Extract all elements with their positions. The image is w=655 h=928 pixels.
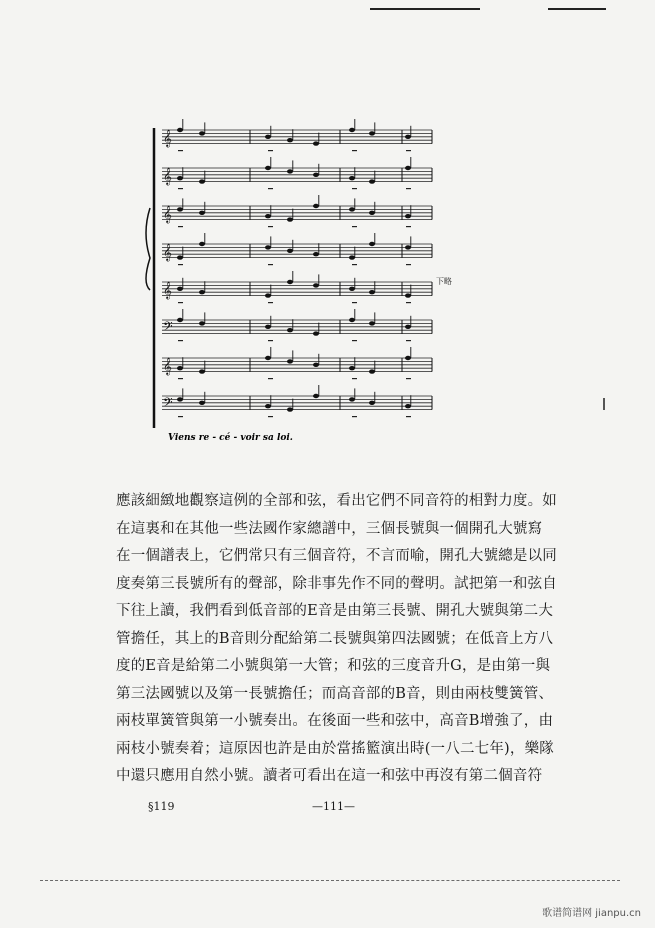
music-score	[140, 118, 440, 448]
svg-text:𝄢: 𝄢	[163, 319, 173, 337]
svg-text:𝄞: 𝄞	[163, 129, 172, 147]
svg-text:𝄞: 𝄞	[163, 167, 172, 185]
section-number: §119	[148, 800, 175, 813]
text-line: 度奏第三長號所有的聲部，除非事先作不同的聲明。試把第一和弦自	[116, 575, 557, 592]
text-line: 下往上讀，我們看到低音部的E音是由第三長號、開孔大號與第二大	[116, 603, 554, 619]
text-line: 兩枝小號奏着；這原因也許是由於當搖籃演出時(一八二七年)，樂隊	[116, 740, 555, 757]
svg-text:𝄢: 𝄢	[163, 395, 173, 413]
svg-text:𝄞: 𝄞	[163, 357, 172, 375]
text-line: 第三法國號以及第一長號擔任；而高音部的B音，則由兩枝雙簧管、	[116, 685, 554, 702]
score-staves	[146, 119, 432, 428]
svg-text:𝄞: 𝄞	[163, 243, 172, 261]
body-paragraph	[116, 488, 561, 791]
score-lyrics: Viens re - cé - voir sa loi.	[168, 433, 293, 443]
text-line: 度的E音是給第二小號與第一大管；和弦的三度音升G，是由第一與	[116, 658, 551, 674]
svg-text:𝄞: 𝄞	[163, 281, 172, 299]
text-line: 中還只應用自然小號。讀者可看出在這一和弦中再沒有第二個音符	[116, 768, 543, 784]
page-number: —111—	[312, 800, 355, 813]
scan-border-line	[40, 880, 620, 881]
svg-text:𝄞: 𝄞	[163, 205, 172, 223]
text-line: 兩枝單簧管與第一小號奏出。在後面一些和弦中，高音B增強了，由	[116, 713, 554, 729]
text-line: 在一個譜表上，它們常只有三個音符，不言而喻，開孔大號總是以同	[116, 548, 557, 564]
margin-mark	[603, 398, 605, 410]
text-line: 應該細緻地觀察這例的全部和弦，看出它們不同音符的相對力度。如	[116, 493, 557, 509]
text-line: 在這裏和在其他一些法國作家總譜中，三個長號與一個開孔大號寫	[116, 520, 543, 537]
watermark: 歌谱简谱网 jianpu.cn	[542, 908, 641, 919]
top-rule-left	[370, 8, 480, 10]
text-line: 管擔任，其上的B音則分配給第二長號與第四法國號；在低音上方八	[116, 630, 554, 647]
side-note-omitted: 下略	[436, 277, 452, 286]
top-rule-right	[548, 8, 606, 10]
